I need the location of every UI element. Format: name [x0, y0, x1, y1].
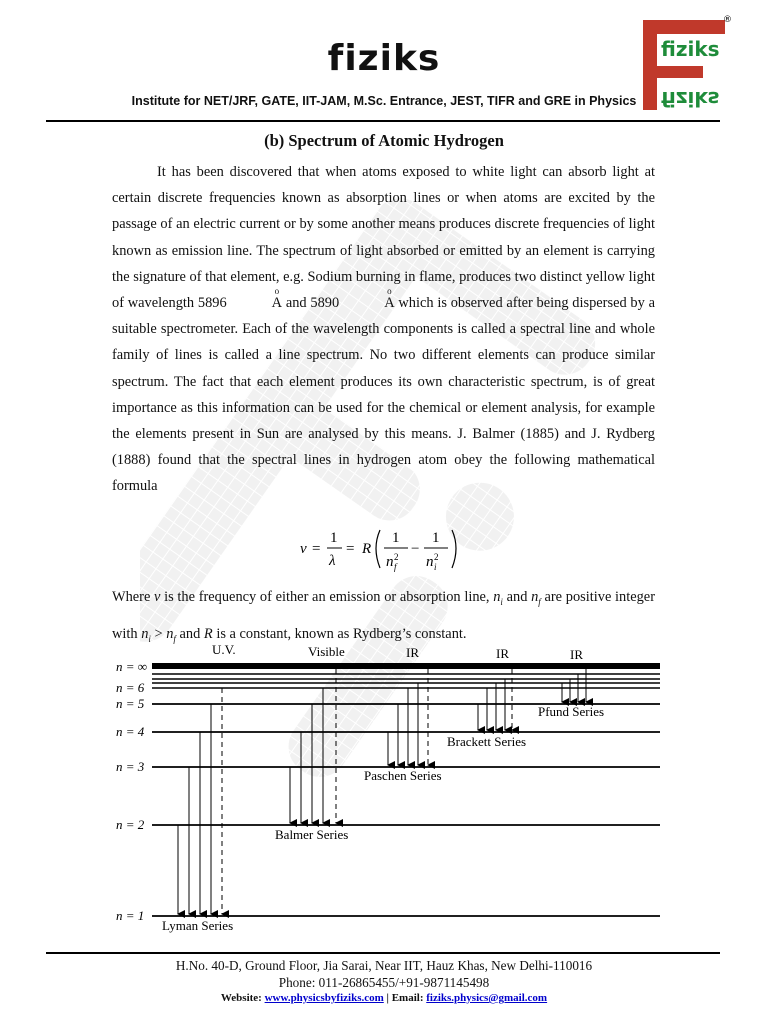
where-t1: Where: [112, 589, 155, 605]
formula-nf: n: [386, 554, 394, 570]
logo-text-top: fiziks: [661, 37, 720, 61]
series-label-paschen: Paschen Series: [364, 768, 442, 783]
brand-tagline: Institute for NET/JRF, GATE, IIT-JAM, M.Sc. Entrance, JEST, TIFR and GRE in Physics: [131, 94, 637, 108]
series-label-pfund: Pfund Series: [538, 704, 605, 719]
hydrogen-energy-level-diagram: [100, 638, 660, 938]
email-link[interactable]: fiziks.physics@gmail.com: [426, 992, 548, 1004]
section-title: (b) Spectrum of Atomic Hydrogen: [264, 131, 504, 150]
formula-nu: ν: [300, 541, 307, 557]
lyman-transitions: [178, 688, 222, 914]
footer-address: H.No. 40-D, Ground Floor, Jia Sarai, Near IIT, Hauz Khas, New Delhi-110016: [175, 958, 593, 973]
region-label-ir-1: IR: [406, 645, 419, 660]
formula-one-2: 1: [392, 530, 400, 546]
wavelength-2: 5890: [310, 295, 340, 312]
email-label: Email:: [391, 992, 427, 1004]
registered-mark: ®: [723, 15, 732, 25]
and-word: and: [282, 295, 311, 312]
level-label-3: n = 3: [116, 759, 145, 774]
series-label-brackett: Brackett Series: [447, 734, 527, 749]
brackett-transitions: [478, 669, 512, 730]
region-label-ir-3: IR: [570, 647, 583, 662]
where-t6: is a constant, known as Rydberg’s constant.: [212, 625, 467, 642]
where-nf-sub: f: [538, 596, 541, 607]
level-label-1: n = 1: [116, 908, 145, 923]
formula-one-3: 1: [432, 530, 440, 546]
formula-nf-sub: f: [394, 562, 397, 572]
website-link[interactable]: www.physicsbyfiziks.com: [264, 992, 384, 1004]
balmer-transitions: [290, 669, 336, 823]
level-label-6: n = 6: [116, 680, 145, 695]
where-t5: and: [175, 625, 204, 642]
region-label-uv: U.V.: [212, 642, 236, 657]
angstrom-unit-2: o A: [339, 290, 394, 316]
level-label-4: n = 4: [116, 724, 145, 739]
where-nf-sub-2: f: [173, 633, 176, 644]
level-label-5: n = 5: [116, 696, 145, 711]
formula-R: R: [362, 541, 372, 557]
region-label-ir-2: IR: [496, 646, 509, 661]
formula-minus: −: [411, 541, 420, 557]
region-label-visible: Visible: [308, 644, 345, 659]
level-label-inf: n = ∞: [116, 659, 148, 674]
formula-lambda: λ: [329, 553, 336, 569]
logo-text-bottom: fiziks: [661, 87, 720, 111]
footer-rule: [46, 952, 720, 954]
where-ni-sub-2: i: [148, 633, 151, 644]
where-R: R: [203, 625, 213, 642]
footer-phone: Phone: 011-26865455/+91-9871145498: [278, 975, 490, 990]
where-ni: n: [493, 589, 501, 605]
website-label: Website:: [220, 992, 265, 1004]
where-nf: n: [531, 589, 539, 605]
body-paragraph: [112, 159, 655, 500]
formula-nf-sq: 2: [394, 552, 399, 562]
angstrom-unit-1: o A: [227, 290, 282, 316]
where-nf-2: n: [166, 625, 174, 642]
brand-title: fiziks: [327, 38, 441, 79]
where-t4: are positive integer with: [112, 589, 655, 642]
formula-eq-2: =: [346, 541, 355, 557]
rydberg-formula: [300, 520, 480, 576]
level-label-2: n = 2: [116, 817, 145, 832]
level-line-inf: [152, 663, 660, 669]
wavelength-1: 5896: [197, 295, 227, 312]
formula-one-1: 1: [330, 530, 338, 546]
where-ni-2: n: [141, 625, 149, 642]
formula-ni: n: [426, 554, 434, 570]
series-label-lyman: Lyman Series: [162, 918, 234, 933]
where-t2: is the frequency of either an emission or absorption line,: [160, 589, 494, 605]
where-ni-sub: i: [500, 596, 503, 607]
fiziks-logo: [641, 14, 733, 114]
header-rule: [46, 120, 720, 122]
where-gt: >: [150, 625, 167, 642]
contact-separator: |: [383, 992, 392, 1004]
formula-ni-sub: i: [434, 562, 437, 572]
where-nu: ν: [154, 589, 161, 605]
footer-contact: [0, 992, 768, 1004]
paragraph-part-1: It has been discovered that when atoms exposed to white light can absorb light at certain discrete frequencies known as absorption lines or when atoms are excited by the passage of an electric current or by some another means produces discrete frequencies of light known as emission line. The spectrum of light absorbed or emitted by an element is carrying the signature of that element, e.g. Sodium burning in flame, produces two distinct yellow light of wavelength: [112, 164, 655, 312]
where-t3: and: [502, 589, 532, 605]
formula-eq-1: =: [312, 541, 321, 557]
formula-ni-sq: 2: [434, 552, 439, 562]
paragraph-part-2: which is observed after being dispersed by a suitable spectrometer. Each of the wavelength components is called a spectral line and whole family of lines is called a line spectrum. No two different elements can produce similar spectrum. The fact that each element produces its own characteristic spectrum, is of great importance as this information can be used for the chemical or element analysis, for example the elements present in Sun are analysed by this means. J. Balmer (1885) and J. Rydberg (1888) found that the spectral lines in hydrogen atom obey the following mathematical formula: [112, 295, 655, 495]
series-label-balmer: Balmer Series: [275, 827, 349, 842]
